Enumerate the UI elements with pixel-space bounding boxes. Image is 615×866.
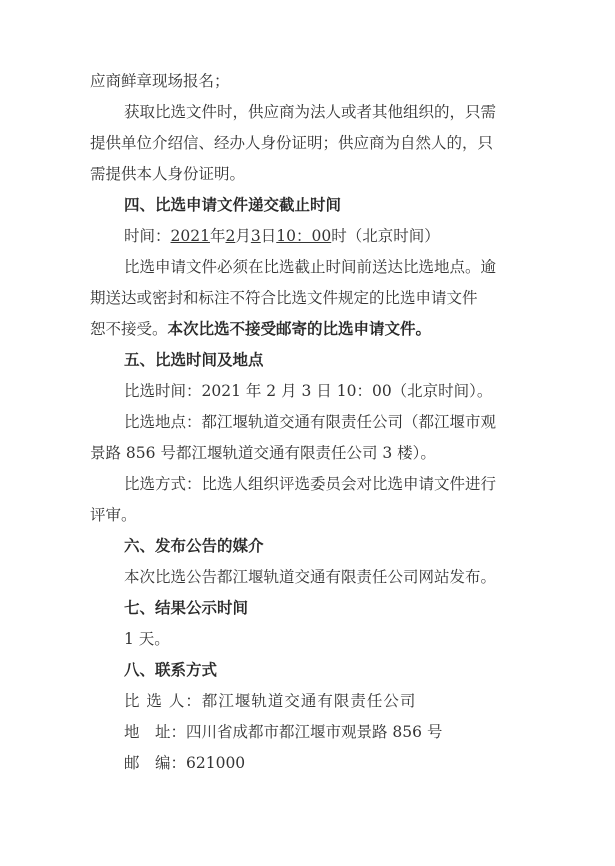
body-text: 需提供本人身份证明。	[90, 165, 246, 183]
body-text: 景路 856 号都江堰轨道交通有限责任公司 3 楼）。	[90, 444, 436, 462]
time-label: 时间：	[124, 227, 171, 245]
contact-line: 邮 编：621000	[124, 754, 246, 772]
time-month: 2	[225, 227, 236, 245]
body-text: 比选方式：比选人组织评选委员会对比选申请文件进行	[124, 475, 497, 493]
section-heading: 七、结果公示时间	[124, 599, 249, 617]
body-text-span: 恕不接受。	[90, 320, 168, 338]
time-hour: 10：00	[276, 227, 332, 245]
emphasis-text: 本次比选不接受邮寄的比选申请文件。	[167, 320, 432, 338]
body-text: 评审。	[90, 506, 137, 524]
time-year: 2021	[170, 227, 210, 245]
body-text: 比选时间：2021 年 2 月 3 日 10：00（北京时间）。	[124, 382, 493, 400]
time-unit: 年	[209, 227, 226, 245]
body-text: 比选申请文件必须在比选截止时间前送达比选地点。逾	[124, 258, 497, 276]
body-text: 期送达或密封和标注不符合比选文件规定的比选申请文件	[90, 289, 478, 307]
body-text: 比选地点：都江堰轨道交通有限责任公司（都江堰市观	[124, 413, 497, 431]
section-heading: 六、发布公告的媒介	[124, 537, 264, 555]
deadline-time	[124, 225, 440, 247]
section-heading: 四、比选申请文件递交截止时间	[124, 196, 342, 214]
time-unit: 日	[260, 227, 277, 245]
body-text: 提供单位介绍信、经办人身份证明；供应商为自然人的，只	[90, 134, 494, 152]
contact-line: 比 选 人：都江堰轨道交通有限责任公司	[124, 692, 417, 710]
body-text	[90, 318, 431, 340]
section-heading: 五、比选时间及地点	[124, 351, 264, 369]
body-text: 应商鲜章现场报名；	[90, 72, 230, 90]
body-text: 本次比选公告都江堰轨道交通有限责任公司网站发布。	[124, 568, 497, 586]
time-suffix: 时（北京时间）	[331, 227, 440, 245]
time-unit: 月	[235, 227, 251, 245]
body-text: 获取比选文件时，供应商为法人或者其他组织的，只需	[124, 103, 497, 121]
body-text: 1 天。	[124, 630, 170, 648]
time-day: 3	[250, 227, 261, 245]
section-heading: 八、联系方式	[124, 661, 218, 679]
contact-line: 地 址：四川省成都市都江堰市观景路 856 号	[124, 723, 443, 741]
